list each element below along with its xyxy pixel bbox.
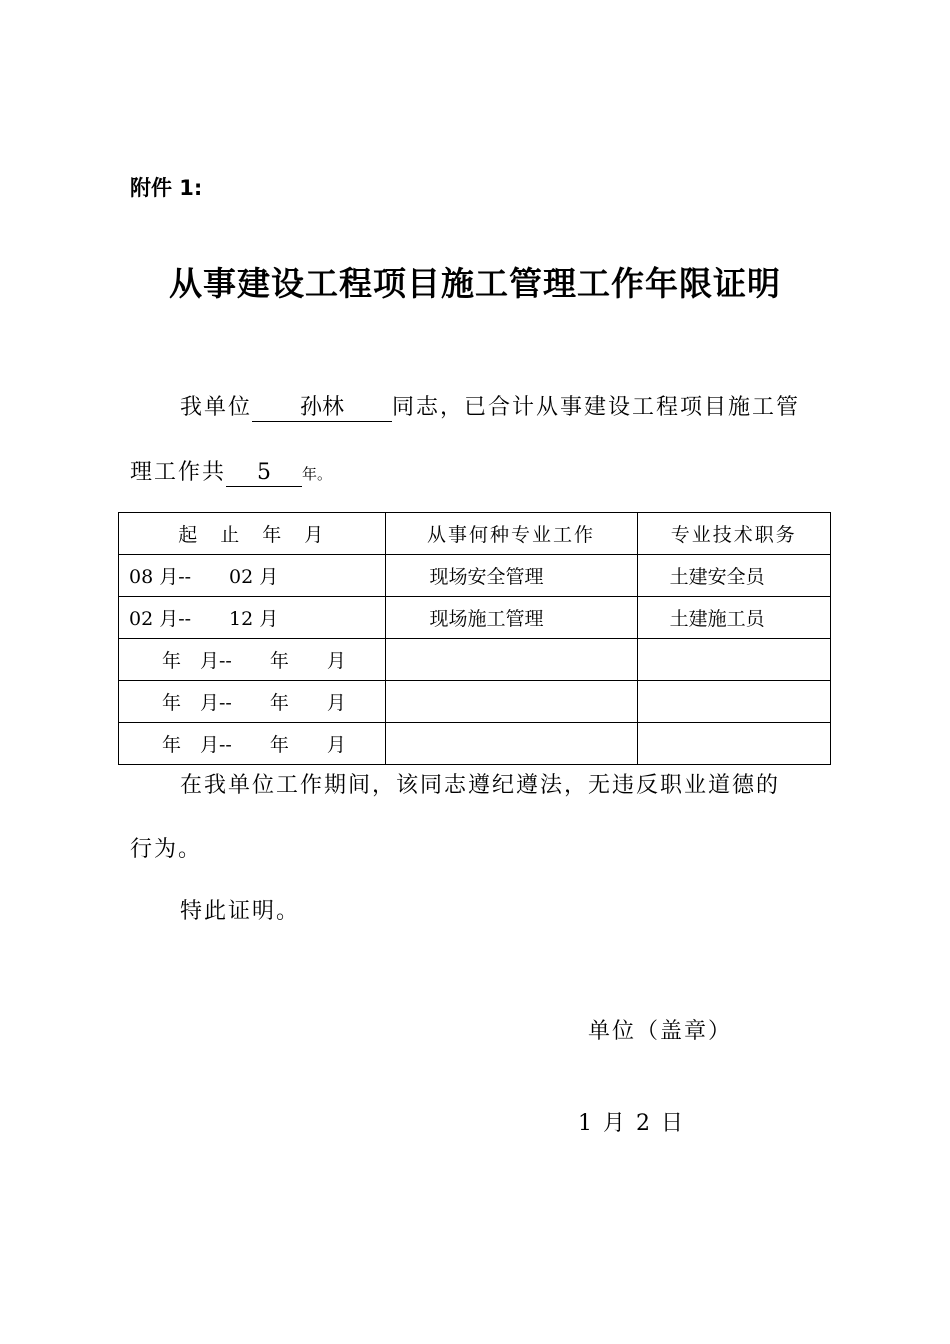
cell-work: 现场安全管理: [385, 555, 637, 597]
table-row: [119, 597, 831, 639]
cell-period: 02 月-- 12 月: [119, 597, 386, 639]
cell-title: [637, 639, 830, 681]
person-name-field: 孙林: [252, 395, 392, 422]
cell-work: [385, 639, 637, 681]
header-title: 专业技术职务: [637, 513, 830, 555]
year-unit: 年。: [302, 465, 333, 483]
document-title: 从事建设工程项目施工管理工作年限证明: [169, 264, 781, 303]
cell-title: [637, 681, 830, 723]
table-row: [119, 681, 831, 723]
conduct-line-2: 行为。: [130, 837, 203, 862]
cell-period: 年 月-- 年 月: [119, 723, 386, 765]
intro-text-3: 理工作共: [130, 460, 227, 485]
table-header-row: [119, 513, 831, 555]
cell-work: [385, 681, 637, 723]
cell-period: 08 月-- 02 月: [119, 555, 386, 597]
cell-period: 年 月-- 年 月: [119, 639, 386, 681]
cell-title: 土建施工员: [637, 597, 830, 639]
cell-work: [385, 723, 637, 765]
header-work: 从事何种专业工作: [385, 513, 637, 555]
header-period: 起 止 年 月: [119, 513, 386, 555]
work-history-table: [118, 512, 831, 765]
attachment-label: 附件 1:: [130, 176, 203, 200]
cell-work: 现场施工管理: [385, 597, 637, 639]
cell-title: [637, 723, 830, 765]
table-row: [119, 639, 831, 681]
certify-statement: 特此证明。: [180, 899, 301, 924]
table-row: [119, 555, 831, 597]
intro-line-1: [180, 390, 800, 422]
table-row: [119, 723, 831, 765]
intro-line-2: [130, 455, 332, 487]
intro-text-1: 我单位: [180, 395, 253, 420]
cell-title: 土建安全员: [637, 555, 830, 597]
unit-seal-label: 单位（盖章）: [588, 1019, 733, 1044]
cell-period: 年 月-- 年 月: [119, 681, 386, 723]
intro-text-2: 同志，已合计从事建设工程项目施工管: [392, 395, 801, 420]
issue-date: 1 月 2 日: [578, 1111, 685, 1136]
years-field: 5: [226, 460, 302, 487]
conduct-line-1: 在我单位工作期间，该同志遵纪遵法，无违反职业道德的: [180, 773, 781, 798]
